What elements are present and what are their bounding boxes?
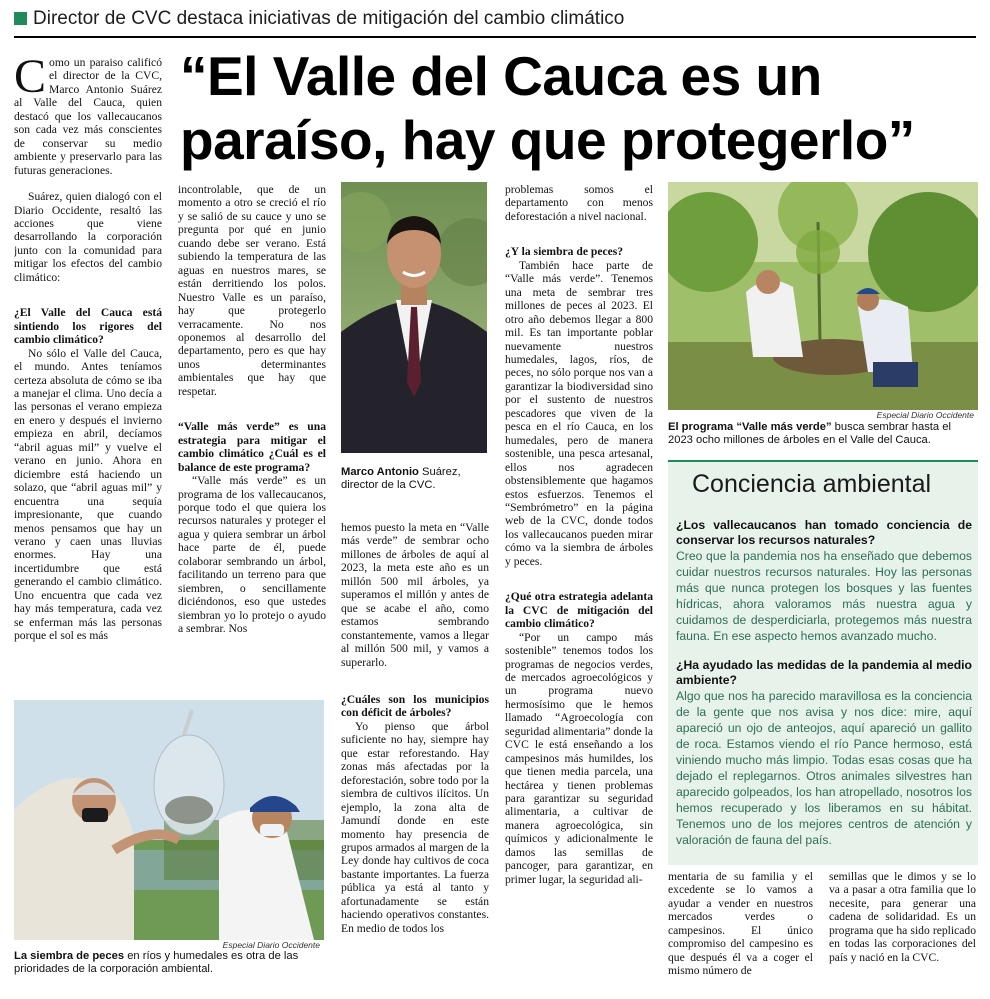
portrait-photo xyxy=(341,182,487,453)
section-title: Director de CVC destaca iniciativas de mitigación del cambio climático xyxy=(33,8,625,29)
paragraph: incontrolable, que de un momento a otro se creció el río y se salió de su cauce y uno se pregunta por qué en junio cuando debe ser verano. Está subiendo la temperatura de las aguas en nuestros mares, se están derritiendo los polos. Nuestro Valle es un paraíso, hay que protegerlo verracamente. No nos oponemos al desarrollo del departamento, pero es que hay unos determinantes ambientales que hay que respetar. xyxy=(178,183,326,398)
sidebar-box xyxy=(668,460,978,865)
article-column-1 xyxy=(14,56,162,698)
fish-image xyxy=(14,700,324,940)
lead-paragraph: Como un paraiso calificó el director de la CVC, Marco Antonio Suárez al Valle del Cauca, quien destacó que los vallecaucanos son cada vez más conscientes de conservar su medio ambiente y preservarlo para las futuras generaciones. xyxy=(14,56,162,177)
trees-photo-caption: El programa “Valle más verde” busca sembrar hasta el 2023 ocho millones de árboles en el Valle del Cauca. xyxy=(668,421,951,446)
question-heading: ¿Cuáles son los municipios con déficit de árboles? xyxy=(341,692,489,720)
trees-photo-credit: Especial Diario Occidente xyxy=(876,410,974,420)
sidebar-question: ¿Los vallecaucanos han tomado conciencia de conservar los recursos naturales? xyxy=(676,518,972,547)
fish-photo-caption: La siembra de peces en ríos y humedales es otra de las prioridades de la corporación ambiental. xyxy=(14,950,299,975)
paragraph: semillas que le dimos y se lo va a pasar a otra familia que lo necesite, para generar una cadena de solidaridad. Es un programa que ha sido replicado en todas las corporaciones del país y nació en la CVC. xyxy=(829,870,976,964)
sidebar-answer: Algo que nos ha parecido maravillosa es la conciencia de la gente que nos avisa y nos dice: mire, aquí apareció un ojo de anteojos, aquí apareció un gallito de roca. Estamos viendo el río Pance hermoso, está viniendo mucho más limpio. Todas esas cosas que ha dejado el replegarnos. Otros animales silvestres han aparecido golpeados, los han atropellado, nosotros los hemos recuperado y los liberamos en su hábitat. Tenemos uno de los mejores centros de atención y valoración de fauna del país. xyxy=(676,689,972,847)
headline-line-2: paraíso, hay que protegerlo” xyxy=(180,109,915,171)
fish-photo xyxy=(14,700,324,940)
sidebar-title: Conciencia ambiental xyxy=(692,470,932,498)
fish-photo-credit: Especial Diario Occidente xyxy=(222,940,320,950)
article-column-3 xyxy=(341,521,489,983)
paragraph: Suárez, quien dialogó con el Diario Occidente, resaltó las acciones que viene desarrollando la corporación junto con la comunidad para mitigar los efectos del cambio climático: xyxy=(14,190,162,284)
article-column-5 xyxy=(668,870,813,985)
paragraph: mentaria de su familia y el excedente se lo vamos a ayudar a vender en nuestros mercados verdes o campesinos. El único compromiso del campesino es que después él va a coger el mismo número de xyxy=(668,870,813,978)
paragraph: “Por un campo más sostenible” tenemos todos los programas de negocios verdes, de mercados agroecológicos y un programa nuevo hermosísimo que le hemos llamado “Agroecología con seguridad alimentaria” donde la CVC le está enseñando a los campesinos más humildes, los que tienen media parcela, una hectárea y tienen problemas para garantizar su seguridad alimentaria, a cultivar de manera agroecológica, sin químicos y adicionalmente le damos las semillas de pancoger, para garantizar, en primer lugar, la seguridad ali- xyxy=(505,630,653,886)
portrait-caption: Marco Antonio Suárez, director de la CVC. xyxy=(341,466,461,491)
article-column-6 xyxy=(829,870,976,985)
question-heading: ¿El Valle del Cauca está sintiendo los rigores del cambio climático? xyxy=(14,306,162,347)
sidebar-answer: Creo que la pandemia nos ha enseñado que debemos cuidar nuestros recursos naturales. Hoy las personas más que nunca protegen los bosques y las fuentes hídricas, ahora valoramos más nuestra agua y cuidamos de desperdiciarla, protegemos más nuestra fauna. En ese aspecto hemos avanzado mucho. xyxy=(676,549,972,643)
header-rule xyxy=(14,36,976,38)
drop-cap: C xyxy=(14,56,47,103)
kicker-square-icon xyxy=(14,12,27,25)
question-heading: “Valle más verde” es una estrategia para mitigar el cambio climático ¿Cuál es el balance de este programa? xyxy=(178,420,326,474)
trees-photo xyxy=(668,182,978,410)
paragraph: hemos puesto la meta en “Valle más verde” de sembrar ocho millones de árboles de aquí al 2023, la meta este año es un millón 500 mil árboles, ya superamos el millón y antes de que se acabe el año, como estamos sembrando constantemente, vamos a llegar al millón 500 mil, y vamos a superarlo. xyxy=(341,521,489,669)
headline-line-1: “El Valle del Cauca es un xyxy=(180,45,822,107)
section-kicker xyxy=(14,8,624,30)
trees-image xyxy=(668,182,978,410)
portrait-image xyxy=(341,182,487,453)
headline xyxy=(180,44,980,172)
paragraph: También hace parte de “Valle más verde”. Tenemos una meta de sembrar tres millones de peces al 2023. El otro año debemos llegar a 800 mil. Es tan importante poblar nuevamente nuestros humedales, lagos, ríos, de peces, no sólo porque nos van a garantizar la biodiversidad sino por el sustento de nuestros pescadores que viven de la pesca en el río Cauca, en los humedales, pero de manera sostenible, una pesca artesanal, ellos nos agradecen obstensiblemente que hagamos estos esfuerzos. Tenemos el “Sembrómetro” en la página web de la CVC, donde todos los vallecaucanos pueden mirar cómo va la siembra de árboles y peces. xyxy=(505,258,653,568)
article-column-2 xyxy=(178,183,326,698)
question-heading: ¿Qué otra estrategia adelanta la CVC de mitigación del cambio climático? xyxy=(505,590,653,631)
question-heading: ¿Y la siembra de peces? xyxy=(505,245,624,259)
paragraph: problemas somos el departamento con menos deforestación a nivel nacional. xyxy=(505,183,653,223)
paragraph: “Valle más verde” es un programa de los vallecaucanos, porque todo el que quiera los recursos naturales y proteger el agua y quiera sembrar un árbol hace parte de él, puede colaborar sembrando un árbol, facilitando un terreno para que siembren, o sencillamente diciéndonos, eso que ustedes siembran yo lo protejo o ayudo a sembrar. Nos xyxy=(178,474,326,636)
paragraph: Yo pienso que árbol suficiente no hay, siempre hay que estar reforestando. Hay zonas más afectadas por la deforestación, sobre todo por la siembra de cultivos ilícitos. Un ejemplo, la zona alta de Jamundí donde en este momento hay presencia de grupos armados al margen de la Ley donde hay cultivos de coca bastante importantes. La fuerza pública ya está al tanto y afortunadamente se están haciendo operativos constantes. En medio de todos los xyxy=(341,719,489,935)
article-column-4 xyxy=(505,183,653,983)
sidebar-question: ¿Ha ayudado las medidas de la pandemia al medio ambiente? xyxy=(676,658,972,687)
paragraph: No sólo el Valle del Cauca, el mundo. Antes teníamos certeza absoluta de cómo se iba a manejar el clima. Uno decía a las personas el verano empieza en enero y después el invierno empieza en abril, decíamos “abril aguas mil” y vuelve el verano en junio. Ahora en diciembre está haciendo un solazo, que “abril aguas mil” y encuentra una sequía impresionante, que cuando menos pensamos que hay un verano y caen unas lluvias enormes. Hay una incertidumbre que está generando el cambio climático. Uno encuentra que cada vez hay más temperatura, cada vez se enferman más las personas porque el sol es más xyxy=(14,346,162,643)
